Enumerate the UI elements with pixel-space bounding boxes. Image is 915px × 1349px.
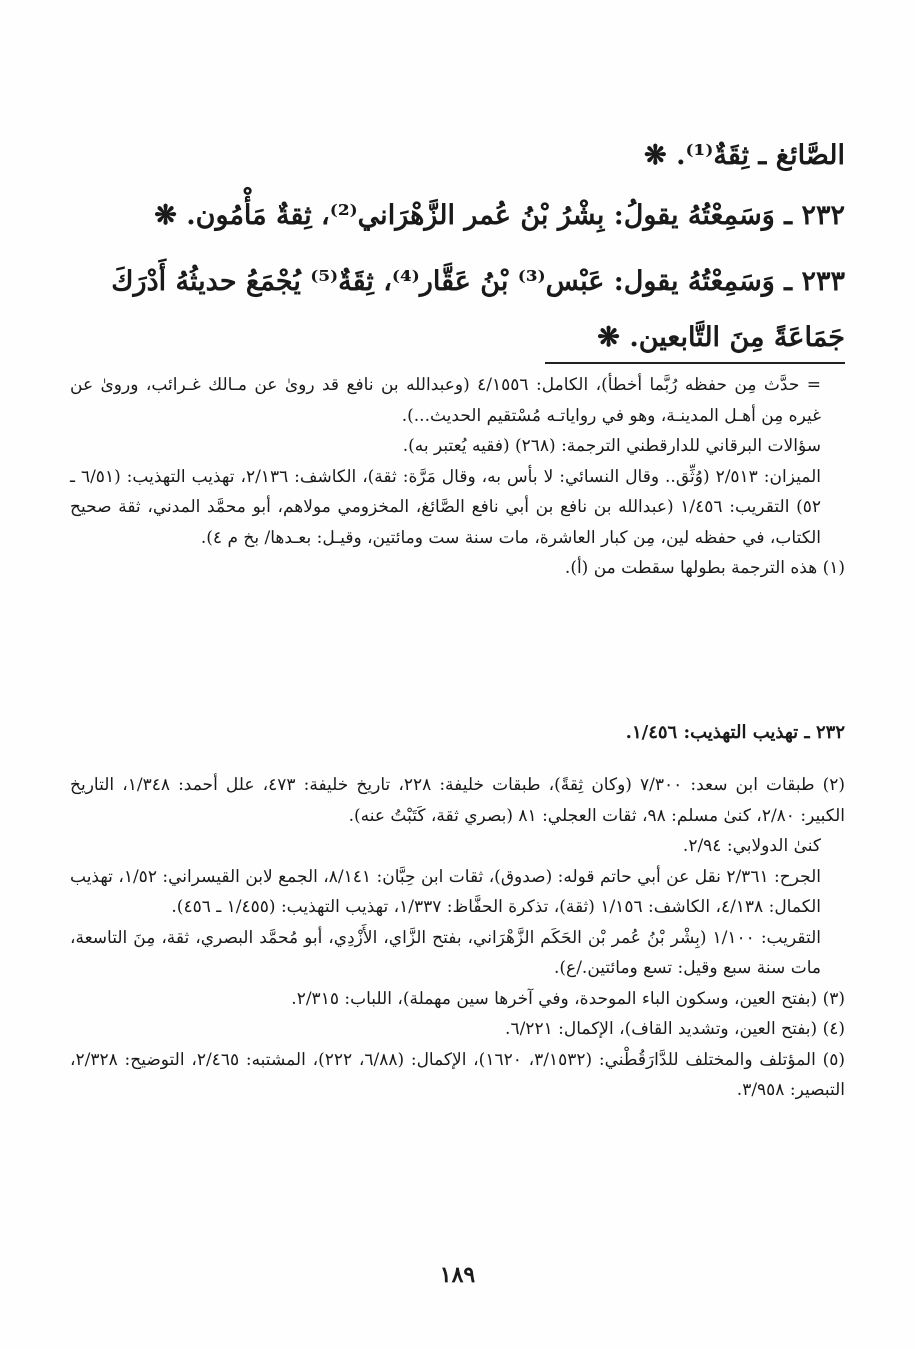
- footnote-line: سؤالات البرقاني للدارقطني الترجمة: (٢٦٨) (فقيه يُعتبر به).: [402, 436, 821, 456]
- footnote-1: (١) هذه الترجمة بطولها سقطت من (أ).: [564, 558, 845, 578]
- footnote-line: التقريب: ١/١٠٠ (بِشْر بْنُ عُمر بْن الحَكَم الزَّهْرَاني، بفتح الزَّاي، الأَزْدِي، أبو مُحمَّد البصري، ثقة، مِنَ التاسعة، مات سنة سبع وقيل: تسع ومائتين./ع).: [70, 927, 821, 978]
- footnote-232-heading: [70, 718, 845, 749]
- footnotes-bottom: [70, 770, 845, 1106]
- footnote-5: (٥) المؤتلف والمختلف للدَّارَقُطْني: (٣/١٥٣٢، ١٦٢٠)، الإكمال: (٦/٨٨، ٢٢٢)، المشتبه: ٢/٤٦٥، التوضيح: ٢/٣٢٨، التبصير: ٣/٩٥٨.: [70, 1049, 845, 1100]
- main-text-line-1: [70, 128, 845, 184]
- footnote-separator: [545, 362, 845, 364]
- continued-entry: الصَّائغ ـ ثِقَةٌ⁽¹⁾. ❋: [644, 140, 845, 171]
- footnote-line: الجرح: ٢/٣٦١ نقل عن أبي حاتم قوله: (صدوق)، ثقات ابن حِبَّان: ٨/١٤١، الجمع لابن القيسراني: ١/٥٢، تهذيب الكمال: ٤/١٣٨، الكاشف: ١/١٥٦ (ثقة)، تذكرة الحفَّاظ: ١/٣٣٧، تهذيب التهذيب: (١/٤٥٥ ـ ٤٥٦).: [70, 866, 821, 917]
- entry-232-text: ٢٣٢ ـ وَسَمِعْتُهُ يقولُ: بِشْرُ بْنُ عُمر الزَّهْرَاني⁽²⁾، ثِقةٌ مَأْمُون. ❋: [154, 200, 845, 231]
- page-number: ١٨٩: [439, 1262, 476, 1288]
- footnote-2: (٢) طبقات ابن سعد: ٧/٣٠٠ (وكان ثِقةً)، طبقات خليفة: ٢٢٨، تاريخ خليفة: ٤٧٣، علل أحمد: ١/٣٤٨، التاريخ الكبير: ٢/٨٠، كنىٰ مسلم: ٩٨، ثقات العجلي: ٨١ (بصري ثقة، كَتَبْتُ عنه).: [70, 775, 845, 826]
- entry-233: [70, 254, 845, 366]
- footnotes-top: [70, 370, 845, 584]
- footnote-line: الميزان: ٢/٥١٣ (وُثِّق.. وقال النسائي: لا بأس به، وقال مَرَّة: ثقة)، الكاشف: ٢/١٣٦، تهذيب التهذيب: (٦/٥١ ـ ٥٢) التقريب: ١/٤٥٦ (عبدالله بن نافع بن أبي نافع الصَّائغ، المخزومي مولاهم، أبو محمَّد المدني، ثقة صحيح الكتاب، في حفظه لين، مِن كبار العاشرة، مات سنة ست ومائتين، وقيـل: بعـدها/ بخ م ٤).: [70, 466, 821, 548]
- footnote-3: (٣) (بفتح العين، وسكون الباء الموحدة، وفي آخرها سين مهملة)، اللباب: ٢/٣١٥.: [291, 988, 845, 1009]
- entry-232: [70, 188, 845, 244]
- footnote-continuation: = حدَّث مِن حفظه رُبَّما أخطأ)، الكامل: ٤/١٥٥٦ (وعبدالله بن نافع قد روىٰ عن مـالك غـرائب، وروىٰ عن غيره مِن أهـل المدينـة، وهو في رواياتـه مُسْتقيم الحديث...).: [70, 375, 821, 426]
- footnote-line: كنىٰ الدولابي: ٢/٩٤.: [682, 836, 821, 856]
- footnote-4: (٤) (بفتح العين، وتشديد القاف)، الإكمال: ٦/٢٢١.: [505, 1019, 845, 1039]
- entry-233-text-b: جَمَاعَةً مِنَ التَّابعين. ❋: [597, 322, 845, 353]
- entry-233-text-a: ٢٣٣ ـ وَسَمِعْتُهُ يقول: عَبْس⁽³⁾ بْنُ عَقَّار⁽⁴⁾، ثِقَةٌ⁽⁵⁾ يُجْمَعُ حديثُهُ أَدْرَكَ: [111, 266, 845, 297]
- footnote-232-text: ٢٣٢ ـ تهذيب التهذيب: ١/٤٥٦.: [625, 722, 845, 743]
